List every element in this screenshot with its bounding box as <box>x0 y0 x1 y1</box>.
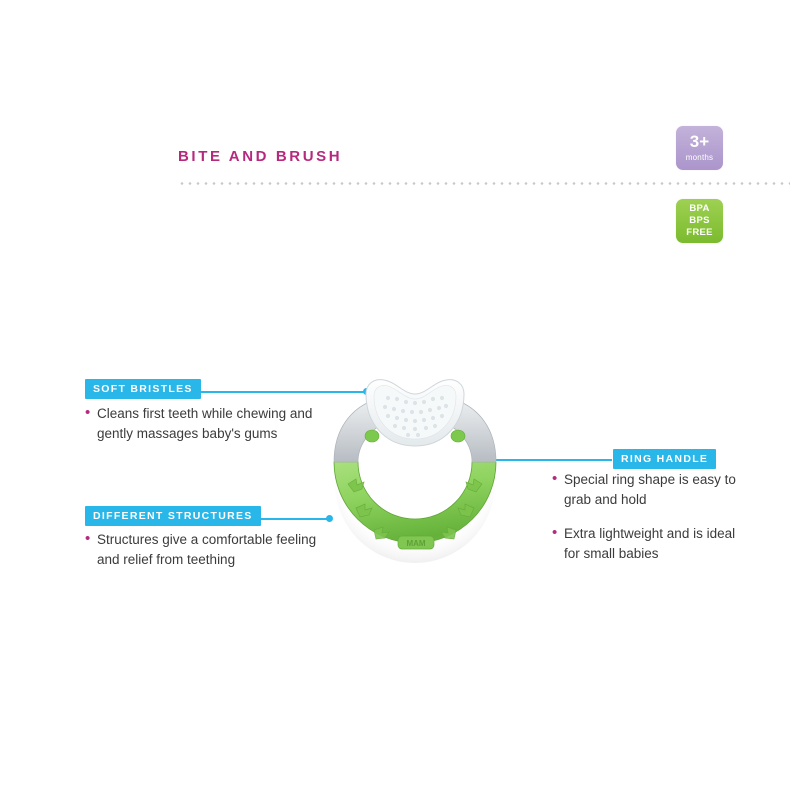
bullet-icon: • <box>552 470 558 487</box>
bullet-icon: • <box>85 530 91 547</box>
age-badge-unit: months <box>685 153 714 162</box>
callout-tag-soft-bristles: SOFT BRISTLES <box>85 379 201 399</box>
bullet-icon: • <box>552 524 558 541</box>
callout-body-different-structures <box>85 530 335 570</box>
callout-body-soft-bristles <box>85 404 330 444</box>
bpa-line-3: FREE <box>686 227 713 238</box>
callout-tag-different-structures: DIFFERENT STRUCTURES <box>85 506 261 526</box>
callout-item-text: Cleans first teeth while chewing and gently massages baby's gums <box>97 406 313 441</box>
callout-item <box>85 530 335 570</box>
bpa-line-2: BPS <box>689 215 710 226</box>
dotted-divider <box>178 182 790 185</box>
bpa-free-badge <box>676 199 723 243</box>
callout-item <box>85 404 330 444</box>
callout-tag-ring-handle: RING HANDLE <box>613 449 716 469</box>
bullet-icon: • <box>85 404 91 421</box>
callout-item-text: Extra lightweight and is ideal for small babies <box>564 526 736 561</box>
bpa-line-1: BPA <box>689 203 710 214</box>
age-badge-value: 3+ <box>689 132 710 151</box>
callout-item-text: Structures give a comfortable feeling and relief from teething <box>97 532 317 567</box>
page-title: BITE AND BRUSH <box>178 148 343 165</box>
callout-item-text: Special ring shape is easy to grab and hold <box>564 472 736 507</box>
age-badge <box>676 126 723 170</box>
callout-item <box>552 470 742 510</box>
callout-item <box>552 524 742 564</box>
callout-body-ring-handle <box>552 470 742 564</box>
product-illustration <box>300 368 530 598</box>
